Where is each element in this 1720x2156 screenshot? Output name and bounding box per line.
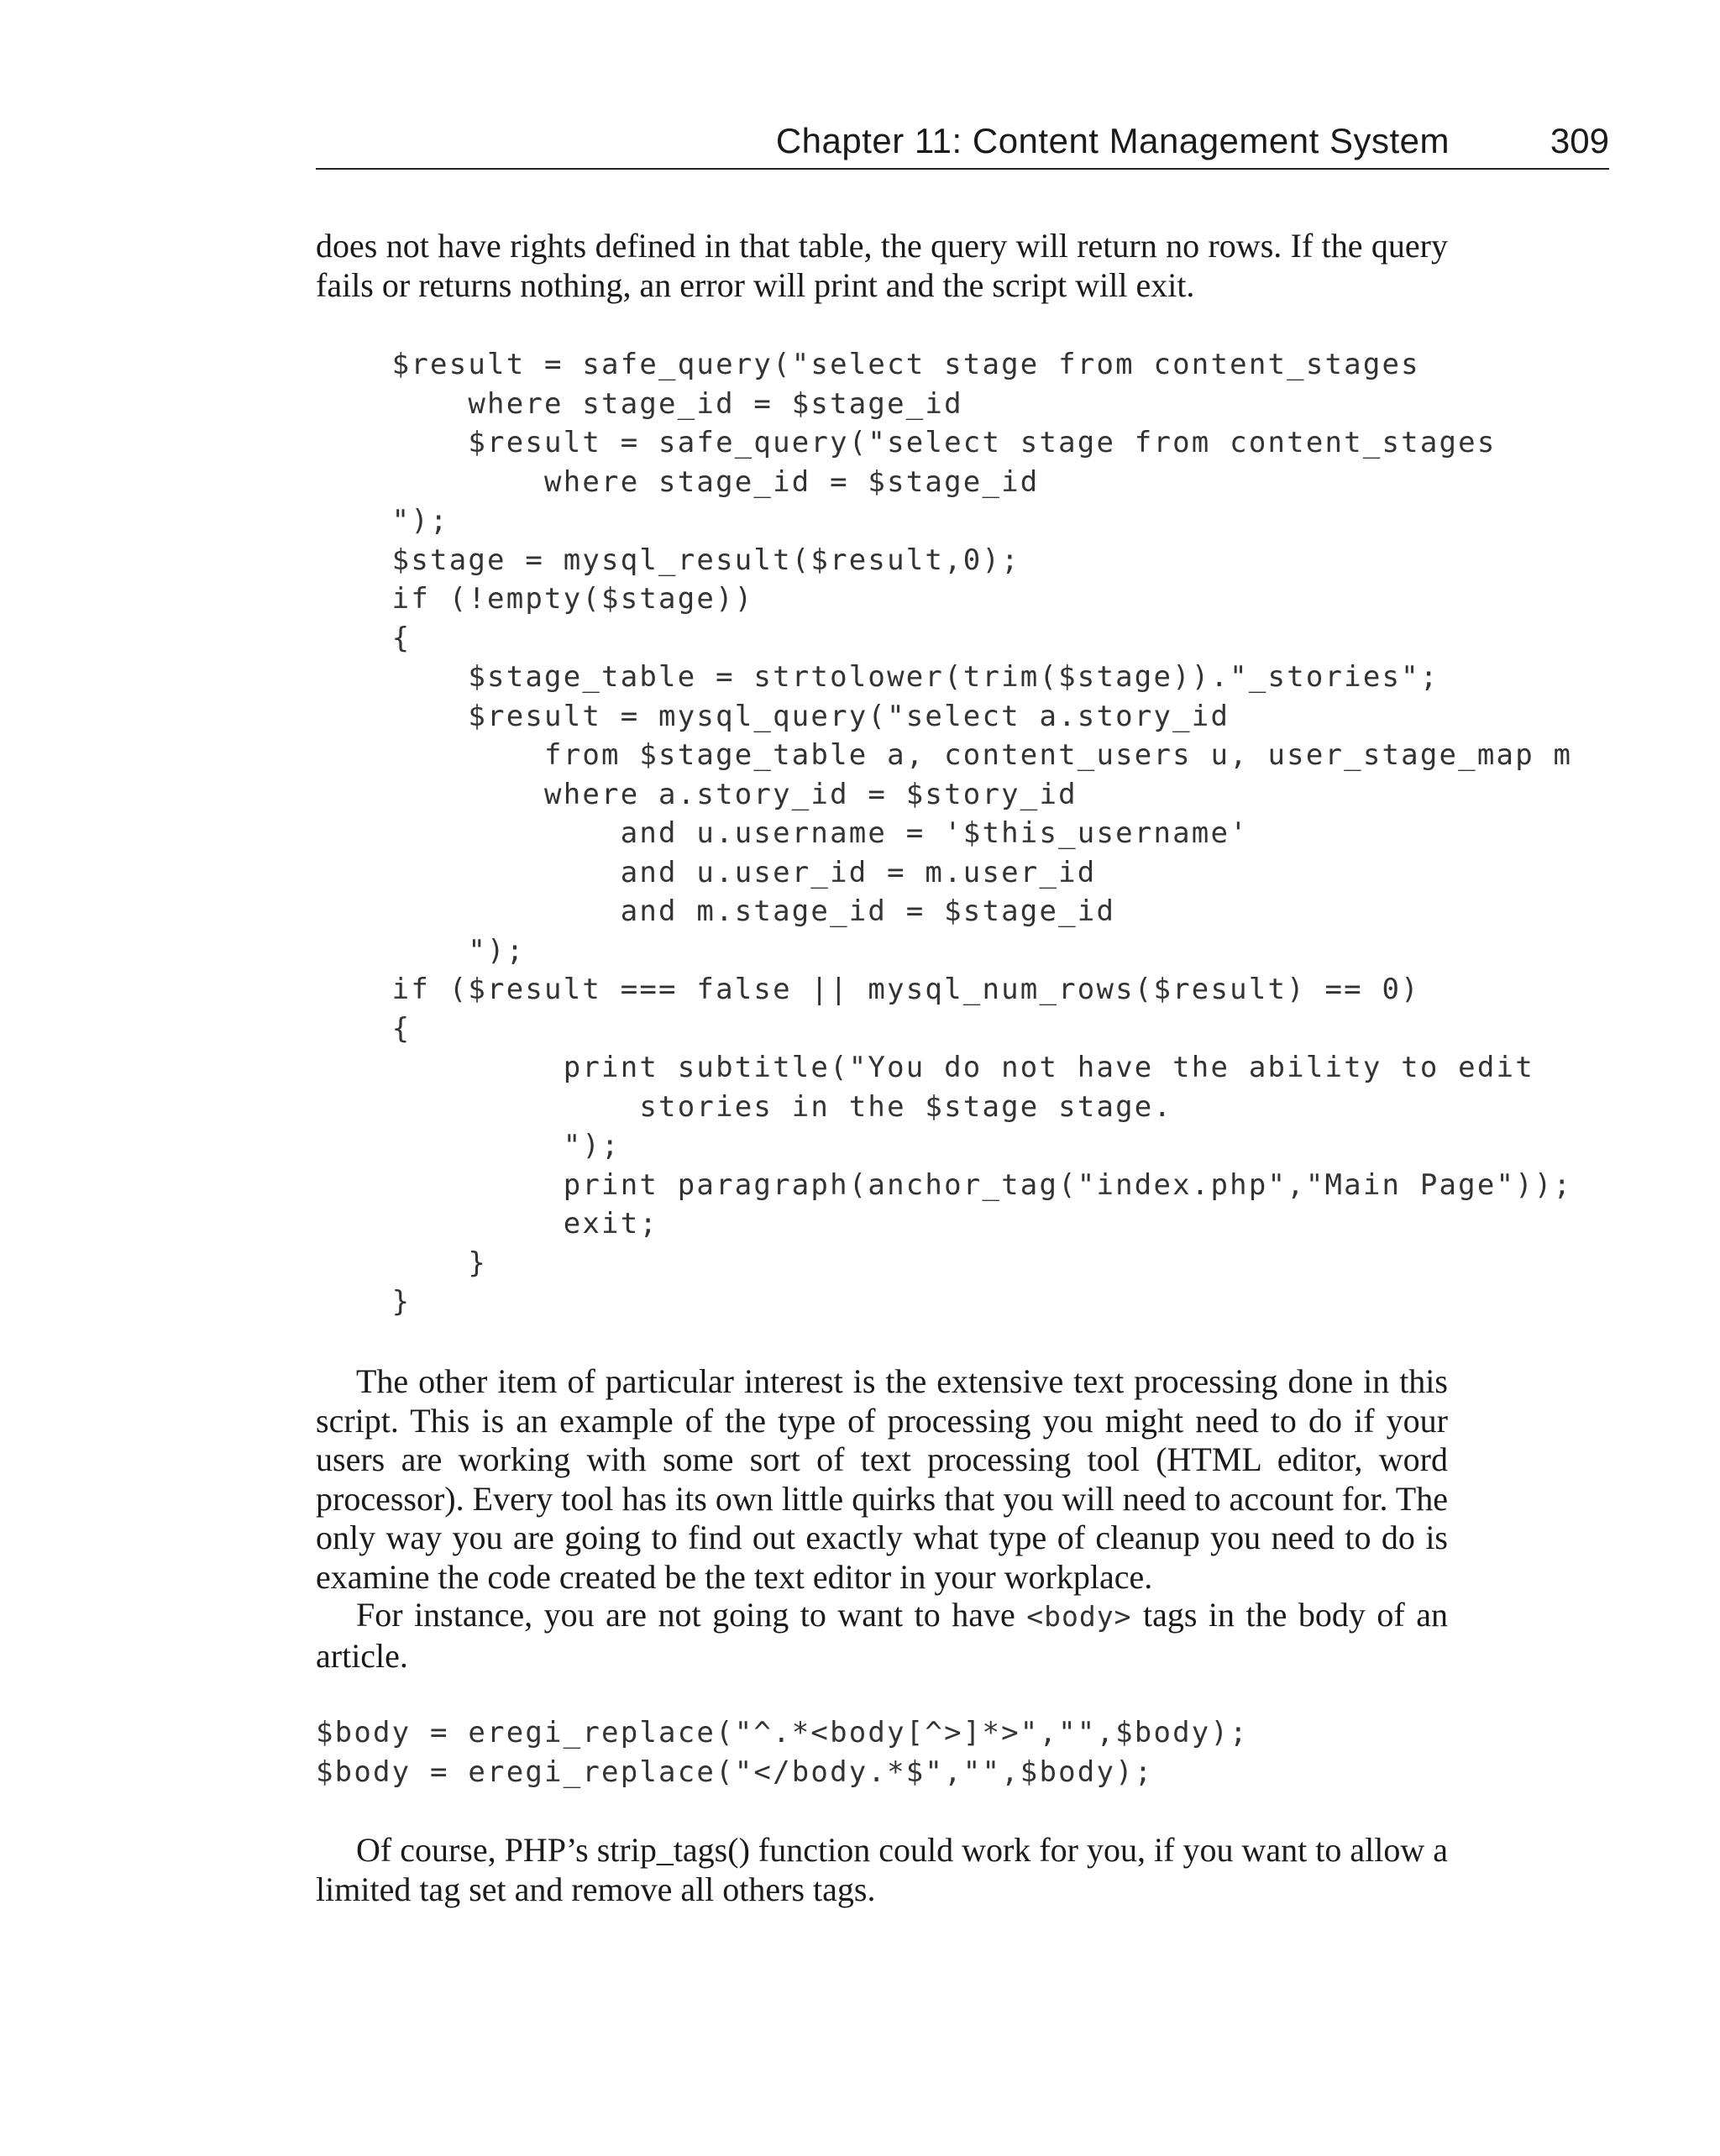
- inline-code-body-tag: <body>: [1026, 1600, 1132, 1633]
- paragraph-body-tags-lead: For instance, you are not going to want to have: [356, 1596, 1027, 1634]
- chapter-title: Chapter 11: Content Management System: [775, 121, 1450, 160]
- paragraph-text-processing: The other item of particular interest is the extensive text processing done in this script. This is an example of the type of processing you might need to do if your users are working with some sort of text processing tool (HTML editor, word processor). Every tool has its own little quirks that you will need to account for. The only way you are going to find out exactly what type of cleanup you need to do is examine the code created be the text editor in your workplace.: [316, 1362, 1448, 1596]
- code-block-stage-check: $result = safe_query("select stage from content_stages where stage_id = $stage_id $result = safe_query("select stage from content_stages where stage_id = $stage_id "); $stage = mysql_result($result,0); if (!empty($stage)) { $stage_table = strtolower(trim($stage))."_stories"; $result = mysql_query("select a.story_id from $stage_table a, content_users u, user_stage_map m where a.story_id = $story_id and u.username = '$this_username' and u.user_id = m.user_id and m.stage_id = $stage_id "); if ($result === false || mysql_num_rows($result) == 0) { print subtitle("You do not have the ability to edit stories in the $stage stage. "); print paragraph(anchor_tag("index.php","Main Page")); exit; } }: [391, 348, 1573, 1319]
- paragraph-strip-tags: Of course, PHP’s strip_tags() function could work for you, if you want to allow a limited tag set and remove all others tags.: [316, 1831, 1448, 1908]
- page-number: 309: [1550, 121, 1609, 160]
- code-block-eregi-replace: $body = eregi_replace("^.*<body[^>]*>","",$body); $body = eregi_replace("</body.*$","",$body);: [316, 1716, 1249, 1789]
- paragraph-body-tags-tail: tags in the body of an article.: [316, 1596, 1448, 1675]
- running-header: [316, 116, 1609, 170]
- paragraph-continued: does not have rights defined in that table, the query will return no rows. If the query fails or returns nothing, an error will print and the script will exit.: [316, 227, 1448, 304]
- paragraph-body-tags: [316, 1596, 1448, 1676]
